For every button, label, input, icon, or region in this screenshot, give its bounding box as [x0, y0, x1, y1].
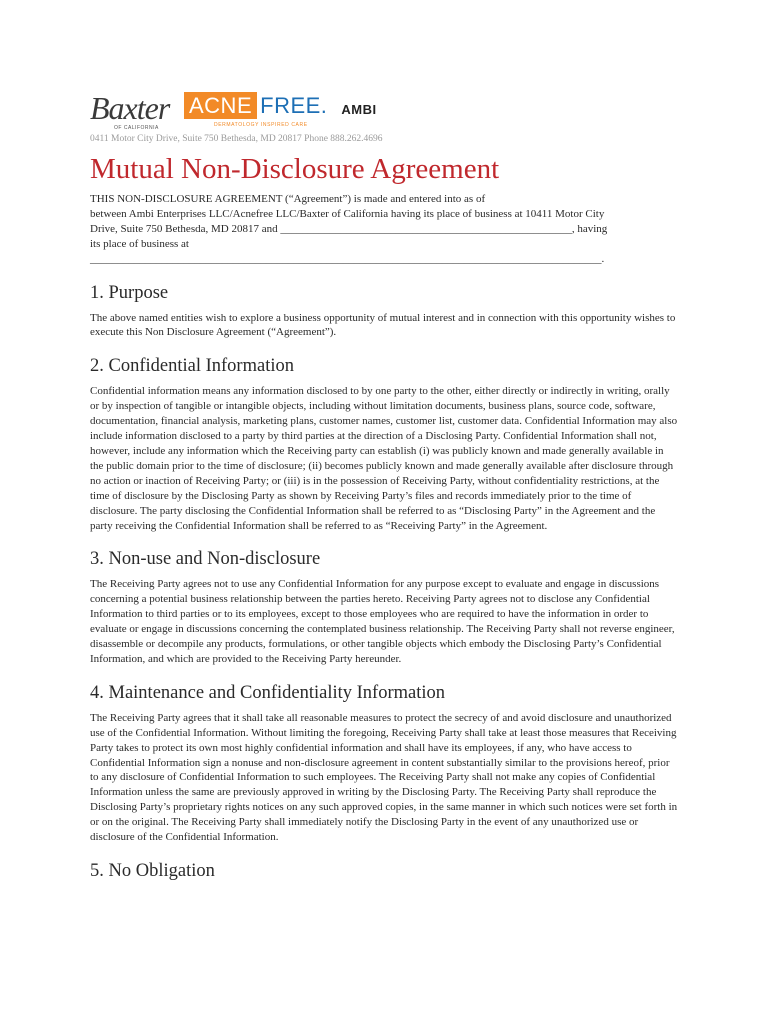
ambi-logo-text: AMBI	[341, 102, 377, 117]
section-body-non-use: The Receiving Party agrees not to use any Confidential Information for any purpose except to evaluate and engage in discussions concerning a potential business relationship between the parties hereto. Receiving Party agrees not to disclose any Confidential Information to third parties or to its employees, except to those employees who are required to have the information in order to evaluate or engage in discussions concerning the contemplated business relationship. The Receiving Party shall not reverse engineer, disassemble or decompile any products, formulations, or other tangible objects which embody the Disclosing Party’s Confidential Information, and which are provided to the Receiving Party hereunder.	[90, 578, 675, 665]
section-heading-purpose: 1. Purpose	[90, 282, 169, 303]
section-heading-non-use: 3. Non-use and Non-disclosure	[90, 549, 321, 570]
acnefree-logo	[184, 92, 327, 132]
ambi-logo	[341, 102, 376, 117]
section-heading-confidential-information: 2. Confidential Information	[90, 356, 294, 377]
section-body-maintenance: The Receiving Party agrees that it shall take all reasonable measures to protect the secrecy of and avoid disclosure and unauthorized use of the Confidential Information. Without limiting the foregoing, Receiving Party shall take at least those measures that Receiving Party takes to protect its own most highly confidential information and shall have its employees, if any, who have access to Confidential Information sign a nonuse and non-disclosure agreement in content substantially similar to the provisions hereof, prior to any disclosure of Confidential Information to such employees. The Receiving Party shall not make any copies of Confidential Information unless the same are previously approved in writing by the Disclosing Party. The Receiving Party shall reproduce the Disclosing Party’s proprietary rights notices on any such approved copies, in the same manner in which such notices were set forth in or on the original. The Receiving Party shall immediately notify the Disclosing Party in the event of any unauthorized use or disclosure of the Confidential Information.	[90, 711, 678, 844]
document-title: Mutual Non-Disclosure Agreement	[90, 153, 500, 185]
intro-paragraph	[90, 192, 678, 267]
acnefree-logo-acne: ACNE	[184, 92, 257, 119]
intro-line: between Ambi Enterprises LLC/Acnefree LLC/Baxter of California having its place of business at 10411 Motor City	[90, 207, 605, 220]
intro-line: its place of business at	[90, 237, 189, 250]
section-heading-no-obligation: 5. No Obligation	[90, 861, 215, 881]
letterhead-logos	[90, 92, 678, 132]
section-heading-maintenance: 4. Maintenance and Confidentiality Information	[90, 682, 445, 703]
intro-line: THIS NON-DISCLOSURE AGREEMENT (“Agreement”) is made and entered into as of	[90, 193, 486, 205]
intro-line: Drive, Suite 750 Bethesda, MD 20817 and _____________________________________________________, having	[90, 222, 608, 235]
letterhead-address: 0411 Motor City Drive, Suite 750 Bethesda, MD 20817 Phone 888.262.4696	[90, 134, 383, 144]
baxter-logo-text: Baxter	[90, 90, 170, 126]
baxter-logo-subtitle: OF CALIFORNIA	[114, 125, 159, 131]
acnefree-logo-free: FREE.	[260, 93, 328, 118]
document-page	[90, 92, 678, 889]
baxter-logo	[90, 92, 182, 132]
section-body-purpose: The above named entities wish to explore a business opportunity of mutual interest and in connection with this opportunity wishes to execute this Non Disclosure Agreement (“Agreement”).	[90, 311, 676, 339]
acnefree-logo-tagline: DERMATOLOGY INSPIRED CARE	[214, 122, 308, 128]
section-body-confidential-information: Confidential information means any information disclosed to by one party to the other, either directly or indirectly in writing, orally or by inspection of tangible or intangible objects, including without limitation documents, business plans, source code, software, documentation, financial analysis, marketing plans, customer names, customer list, customer data. Confidential Information may also include information disclosed to a party by third parties at the direction of a Disclosing Party. Confidential Information shall not, however, include any information which the Receiving party can establish (i) was publicly known and made generally available in the public domain prior to the time of disclosure; (ii) becomes publicly known and made generally available after disclosure through no action or inaction of Receiving Party; or (iii) is in the possession of Receiving Party, without confidentiality restrictions, at the time of disclosure by the Disclosing Party as shown by Receiving Party’s files and records immediately prior to the time of disclosure. The party disclosing the Confidential Information shall be referred to as “Disclosing Party” in the Agreement and the party receiving the Confidential Information shall be referred to as “Receiving Party” in the Agreement.	[90, 385, 678, 532]
intro-line: _____________________________________________________________________________________________.	[90, 252, 605, 265]
